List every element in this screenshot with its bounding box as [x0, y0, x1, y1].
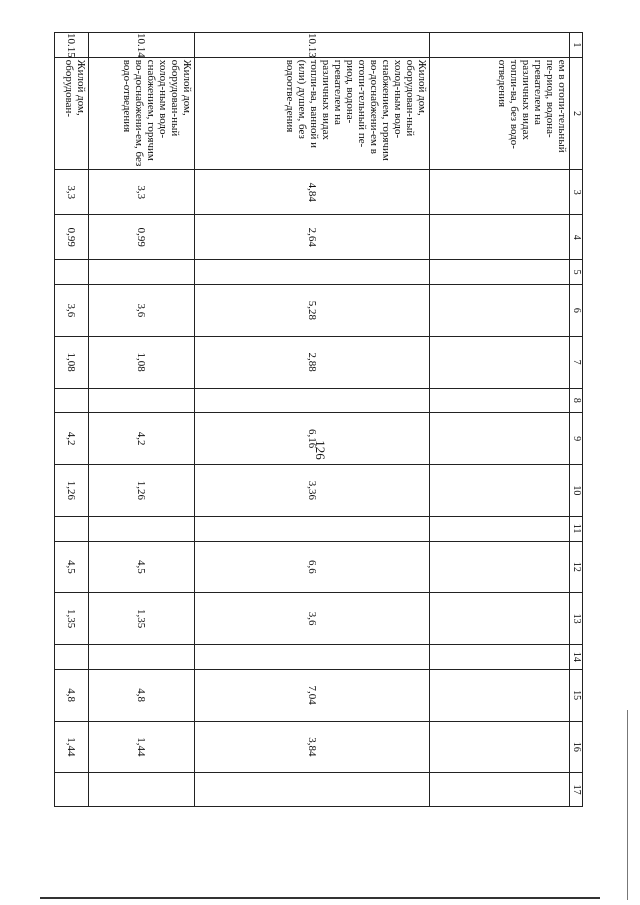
value-cell: [89, 388, 195, 413]
row-description: ем в отопи-тельный пе-риод, водона-гревателем на различных видах топли-ва, без водо-отведения: [430, 57, 570, 170]
value-cell: [430, 516, 570, 541]
value-cell: [55, 516, 89, 541]
value-cell: [89, 516, 195, 541]
value-cell: [195, 516, 430, 541]
value-cell: [430, 388, 570, 413]
header-cell: 3: [570, 170, 583, 215]
table-row: [89, 33, 195, 807]
header-cell: 13: [570, 593, 583, 645]
value-cell: 5,28: [195, 285, 430, 337]
value-cell: 1,44: [89, 721, 195, 773]
value-cell: 4,84: [195, 170, 430, 215]
rotated-table-container: [53, 32, 583, 807]
value-cell: [430, 465, 570, 517]
value-cell: [430, 669, 570, 721]
value-cell: [195, 645, 430, 670]
header-cell: 7: [570, 336, 583, 388]
value-cell: 2,88: [195, 336, 430, 388]
table-row: [55, 33, 89, 807]
value-cell: [195, 388, 430, 413]
norms-table: [54, 32, 583, 807]
value-cell: [430, 285, 570, 337]
table-row: [195, 33, 430, 807]
header-cell: 15: [570, 669, 583, 721]
header-cell: 6: [570, 285, 583, 337]
scan-border-bottom: [40, 897, 600, 899]
page-number: 126: [313, 440, 328, 460]
value-cell: [430, 260, 570, 285]
value-cell: 6,6: [195, 541, 430, 593]
value-cell: 3,84: [195, 721, 430, 773]
value-cell: [430, 541, 570, 593]
header-cell: 9: [570, 413, 583, 465]
value-cell: [55, 773, 89, 807]
value-cell: 1,08: [55, 336, 89, 388]
value-cell: 3,6: [195, 593, 430, 645]
value-cell: 3,36: [195, 465, 430, 517]
value-cell: [55, 260, 89, 285]
value-cell: 4,2: [55, 413, 89, 465]
value-cell: [55, 645, 89, 670]
value-cell: 3,6: [55, 285, 89, 337]
value-cell: [430, 215, 570, 260]
value-cell: [430, 721, 570, 773]
row-code: 10.15: [55, 33, 89, 58]
value-cell: [195, 773, 430, 807]
value-cell: 4,5: [55, 541, 89, 593]
value-cell: 4,2: [89, 413, 195, 465]
value-cell: 3,3: [55, 170, 89, 215]
value-cell: 6,16: [195, 413, 430, 465]
value-cell: 1,26: [55, 465, 89, 517]
value-cell: 1,35: [55, 593, 89, 645]
value-cell: 0,99: [89, 215, 195, 260]
header-row: [570, 33, 583, 807]
header-cell: 1: [570, 33, 583, 58]
header-cell: 16: [570, 721, 583, 773]
value-cell: [89, 773, 195, 807]
value-cell: 4,8: [89, 669, 195, 721]
scan-border-right: [627, 710, 628, 900]
value-cell: 3,3: [89, 170, 195, 215]
value-cell: [55, 388, 89, 413]
value-cell: [195, 260, 430, 285]
value-cell: [430, 773, 570, 807]
table-row: [430, 33, 570, 807]
header-cell: 4: [570, 215, 583, 260]
row-description: Жилой дом, оборудован-ный холод-ным водо-снабжением, горячим во-доснабжени-ем, без водо-отведения: [89, 57, 195, 170]
value-cell: 2,64: [195, 215, 430, 260]
value-cell: 4,8: [55, 669, 89, 721]
row-description: Жилой дом, оборудован-: [55, 57, 89, 170]
value-cell: 1,08: [89, 336, 195, 388]
value-cell: [430, 413, 570, 465]
row-code: [430, 33, 570, 58]
value-cell: [89, 260, 195, 285]
header-cell: 5: [570, 260, 583, 285]
header-cell: 8: [570, 388, 583, 413]
value-cell: [89, 645, 195, 670]
value-cell: [430, 645, 570, 670]
value-cell: 1,44: [55, 721, 89, 773]
header-cell: 11: [570, 516, 583, 541]
value-cell: [430, 593, 570, 645]
header-cell: 12: [570, 541, 583, 593]
header-cell: 14: [570, 645, 583, 670]
value-cell: 4,5: [89, 541, 195, 593]
header-cell: 10: [570, 465, 583, 517]
row-code: 10.14: [89, 33, 195, 58]
row-code: 10.13: [195, 33, 430, 58]
row-description: Жилой дом, оборудован-ный холод-ным водо-снабжением, горячим во-доснабжени-ем в отопи-тельный пе-риод, водона-гревателем на различных видах топли-ва, ванной и (или) душем, без водоотве-дения: [195, 57, 430, 170]
value-cell: 1,35: [89, 593, 195, 645]
value-cell: 3,6: [89, 285, 195, 337]
value-cell: [430, 170, 570, 215]
value-cell: [430, 336, 570, 388]
value-cell: 7,04: [195, 669, 430, 721]
header-cell: 2: [570, 57, 583, 170]
header-cell: 17: [570, 773, 583, 807]
value-cell: 1,26: [89, 465, 195, 517]
value-cell: 0,99: [55, 215, 89, 260]
